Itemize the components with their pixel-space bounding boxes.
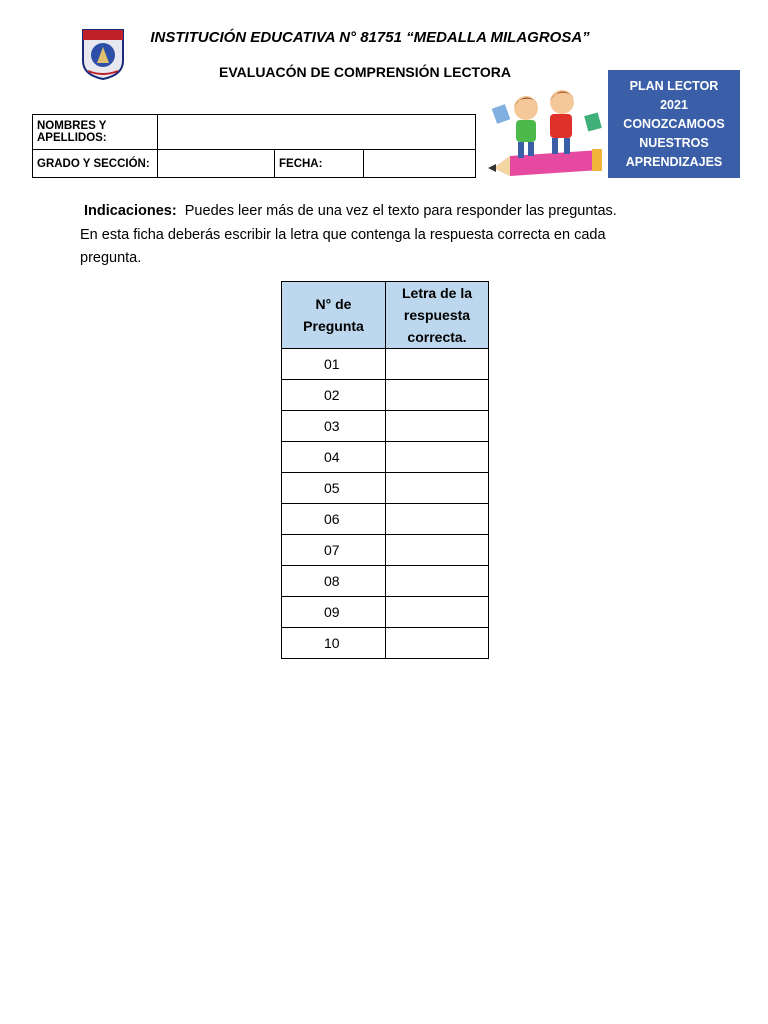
- answer-letter-header: Letra de la respuesta correcta.: [386, 282, 489, 349]
- plan-line-3: CONOZCAMOOS: [623, 116, 725, 131]
- answer-field[interactable]: [386, 349, 489, 380]
- question-number: 07: [282, 535, 386, 566]
- plan-line-1: PLAN LECTOR: [629, 78, 719, 93]
- instructions-label: Indicaciones:: [84, 203, 177, 219]
- student-info-table: [32, 114, 476, 178]
- question-number: 04: [282, 442, 386, 473]
- plan-line-5: APRENDIZAJES: [625, 154, 723, 169]
- question-number: 01: [282, 349, 386, 380]
- evaluation-title: EVALUACÓN DE COMPRENSIÓN LECTORA: [219, 64, 511, 80]
- table-row: [282, 473, 489, 504]
- grade-label: GRADO Y SECCIÓN:: [33, 150, 158, 178]
- question-number: 08: [282, 566, 386, 597]
- answer-field[interactable]: [386, 597, 489, 628]
- instructions-line-2: En esta ficha deberás escribir la letra que contenga la respuesta correcta en cada: [80, 226, 606, 243]
- date-label: FECHA:: [275, 150, 364, 178]
- instructions: [80, 200, 680, 271]
- table-row: [282, 566, 489, 597]
- table-row: [282, 349, 489, 380]
- plan-line-2: 2021: [660, 97, 688, 112]
- question-number: 10: [282, 628, 386, 659]
- question-number: 06: [282, 504, 386, 535]
- names-label: NOMBRES Y APELLIDOS:: [33, 115, 158, 150]
- answer-field[interactable]: [386, 504, 489, 535]
- instructions-line-3: pregunta.: [80, 250, 142, 266]
- school-crest-icon: [80, 27, 126, 81]
- grade-field[interactable]: [158, 150, 275, 178]
- instructions-line-1: Puedes leer más de una vez el texto para responder las preguntas.: [184, 203, 617, 219]
- answer-field[interactable]: [386, 411, 489, 442]
- plan-lector-box: [608, 70, 740, 178]
- question-number-header: N° de Pregunta: [282, 282, 386, 349]
- answer-field[interactable]: [386, 535, 489, 566]
- table-row: [282, 535, 489, 566]
- date-field[interactable]: [364, 150, 476, 178]
- question-number: 09: [282, 597, 386, 628]
- answer-table: [281, 281, 489, 659]
- institution-title: INSTITUCIÓN EDUCATIVA N° 81751 “MEDALLA MILAGROSA”: [150, 29, 590, 46]
- answer-field[interactable]: [386, 442, 489, 473]
- children-on-pencil-icon: [488, 86, 606, 184]
- question-number: 02: [282, 380, 386, 411]
- answer-field[interactable]: [386, 380, 489, 411]
- question-number: 05: [282, 473, 386, 504]
- question-number: 03: [282, 411, 386, 442]
- table-row: [282, 442, 489, 473]
- table-row: [282, 628, 489, 659]
- names-field[interactable]: [158, 115, 476, 150]
- table-row: [282, 597, 489, 628]
- table-row: [282, 411, 489, 442]
- answer-field[interactable]: [386, 566, 489, 597]
- answer-field[interactable]: [386, 473, 489, 504]
- answer-field[interactable]: [386, 628, 489, 659]
- plan-line-4: NUESTROS: [639, 135, 709, 150]
- table-row: [282, 504, 489, 535]
- table-row: [282, 380, 489, 411]
